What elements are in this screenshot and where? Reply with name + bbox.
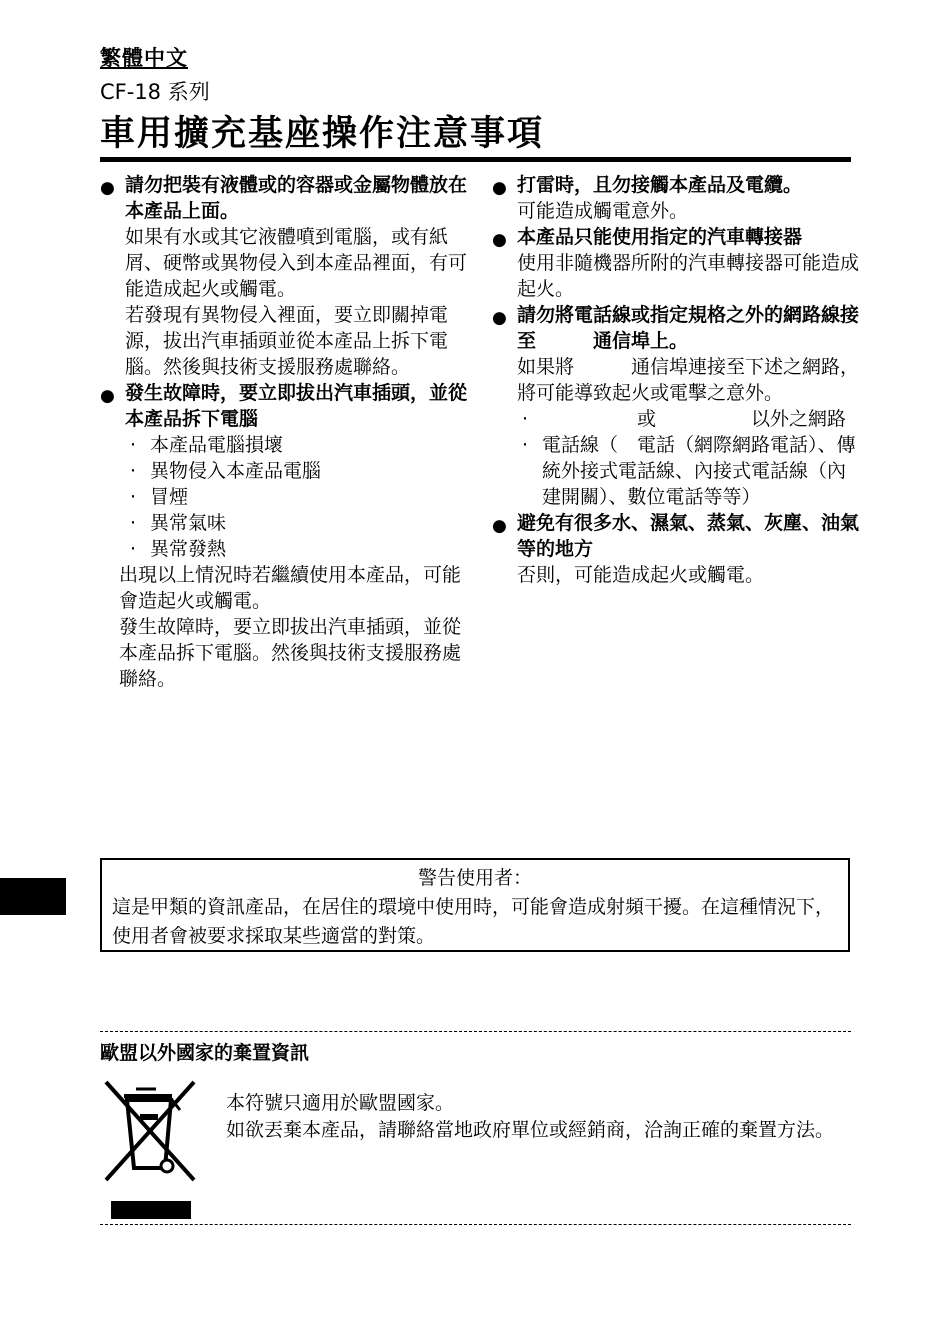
title-rule (100, 157, 851, 162)
caution-heading: 請勿將電話線或指定規格之外的網路線接至 通信埠上。 (517, 304, 860, 352)
disposal-heading: 歐盟以外國家的棄置資訊 (100, 1042, 310, 1064)
caution-item-environment (492, 510, 862, 588)
symptom-list (125, 432, 470, 562)
bullet-icon: ● (100, 386, 115, 406)
caution-body: 如果將 通信埠連接至下述之網路，將可能導致起火或電擊之意外。 (517, 356, 860, 404)
caution-item-adapter (492, 224, 862, 302)
caution-heading: 發生故障時，要立即拔出汽車插頭，並從本產品拆下電腦 (125, 382, 468, 430)
bullet-icon: ● (492, 308, 507, 328)
caution-body: 使用非隨機器所附的汽車轉接器可能造成起火。 (517, 252, 860, 300)
caution-body: 否則，可能造成起火或觸電。 (517, 564, 765, 586)
bullet-icon: ● (492, 230, 507, 250)
caution-item-liquids (100, 172, 470, 380)
list-item: · 本產品電腦損壞 (125, 432, 470, 458)
bullet-icon: ● (492, 516, 507, 536)
network-list (517, 406, 862, 510)
caution-heading: 請勿把裝有液體或的容器或金屬物體放在本產品上面。 (125, 174, 468, 222)
bullet-icon: ● (492, 178, 507, 198)
caution-body: 出現以上情況時若繼續使用本產品，可能會造起火或觸電。 (119, 564, 462, 612)
crossed-out-wheelie-bin-icon (100, 1076, 200, 1186)
warning-title: 警告使用者： (417, 867, 532, 889)
bin-underline-bar (111, 1201, 191, 1219)
page-title: 車用擴充基座操作注意事項 (100, 114, 545, 154)
caution-item-malfunction (100, 380, 470, 692)
caution-body: 如果有水或其它液體噴到電腦，或有紙屑、硬幣或異物侵入到本產品裡面，有可能造成起火或觸電。 (125, 226, 468, 300)
bullet-icon: ● (100, 178, 115, 198)
disposal-text (226, 1090, 854, 1144)
caution-heading: 避免有很多水、濕氣、蒸氣、灰塵、油氣等的地方 (517, 512, 860, 560)
disposal-line: 本符號只適用於歐盟國家。 (226, 1092, 455, 1114)
language-label: 繁體中文 (100, 46, 188, 70)
caution-item-network (492, 302, 862, 510)
list-item: · 異物侵入本產品電腦 (125, 458, 470, 484)
caution-body: 可能造成觸電意外。 (517, 200, 689, 222)
warning-text: 這是甲類的資訊產品，在居住的環境中使用時，可能會造成射頻干擾。在這種情況下，使用者會被要求採取某些適當的對策。 (112, 896, 835, 947)
caution-heading: 打雷時，且勿接觸本產品及電纜。 (517, 174, 803, 196)
caution-body: 發生故障時，要立即拔出汽車插頭，並從本產品拆下電腦。然後與技術支援服務處聯絡。 (119, 616, 462, 690)
left-column (100, 172, 470, 692)
disposal-line: 如欲丟棄本產品，請聯絡當地政府單位或經銷商，洽詢正確的棄置方法。 (226, 1119, 835, 1141)
caution-body: 若發現有異物侵入裡面，要立即關掉電源，拔出汽車插頭並從本產品上拆下電腦。然後與技術支援服務處聯絡。 (125, 304, 449, 378)
list-item: · 異常氣味 (125, 510, 470, 536)
list-item: · 電話線（ 電話（網際網路電話）、傳統外接式電話線、內接式電話線（內建開關）、數位電話等等） (517, 432, 862, 510)
dashed-divider-bottom (100, 1224, 851, 1225)
list-item: · 異常發熱 (125, 536, 470, 562)
section-tab-marker (0, 878, 66, 915)
caution-heading: 本產品只能使用指定的汽車轉接器 (517, 226, 803, 248)
right-column (492, 172, 862, 588)
list-item: · 冒煙 (125, 484, 470, 510)
list-item: · 或 以外之網路 (517, 406, 862, 432)
caution-item-lightning (492, 172, 862, 224)
dashed-divider-top (100, 1031, 851, 1032)
model-label: CF-18 系列 (100, 80, 210, 104)
warning-box (100, 858, 850, 952)
